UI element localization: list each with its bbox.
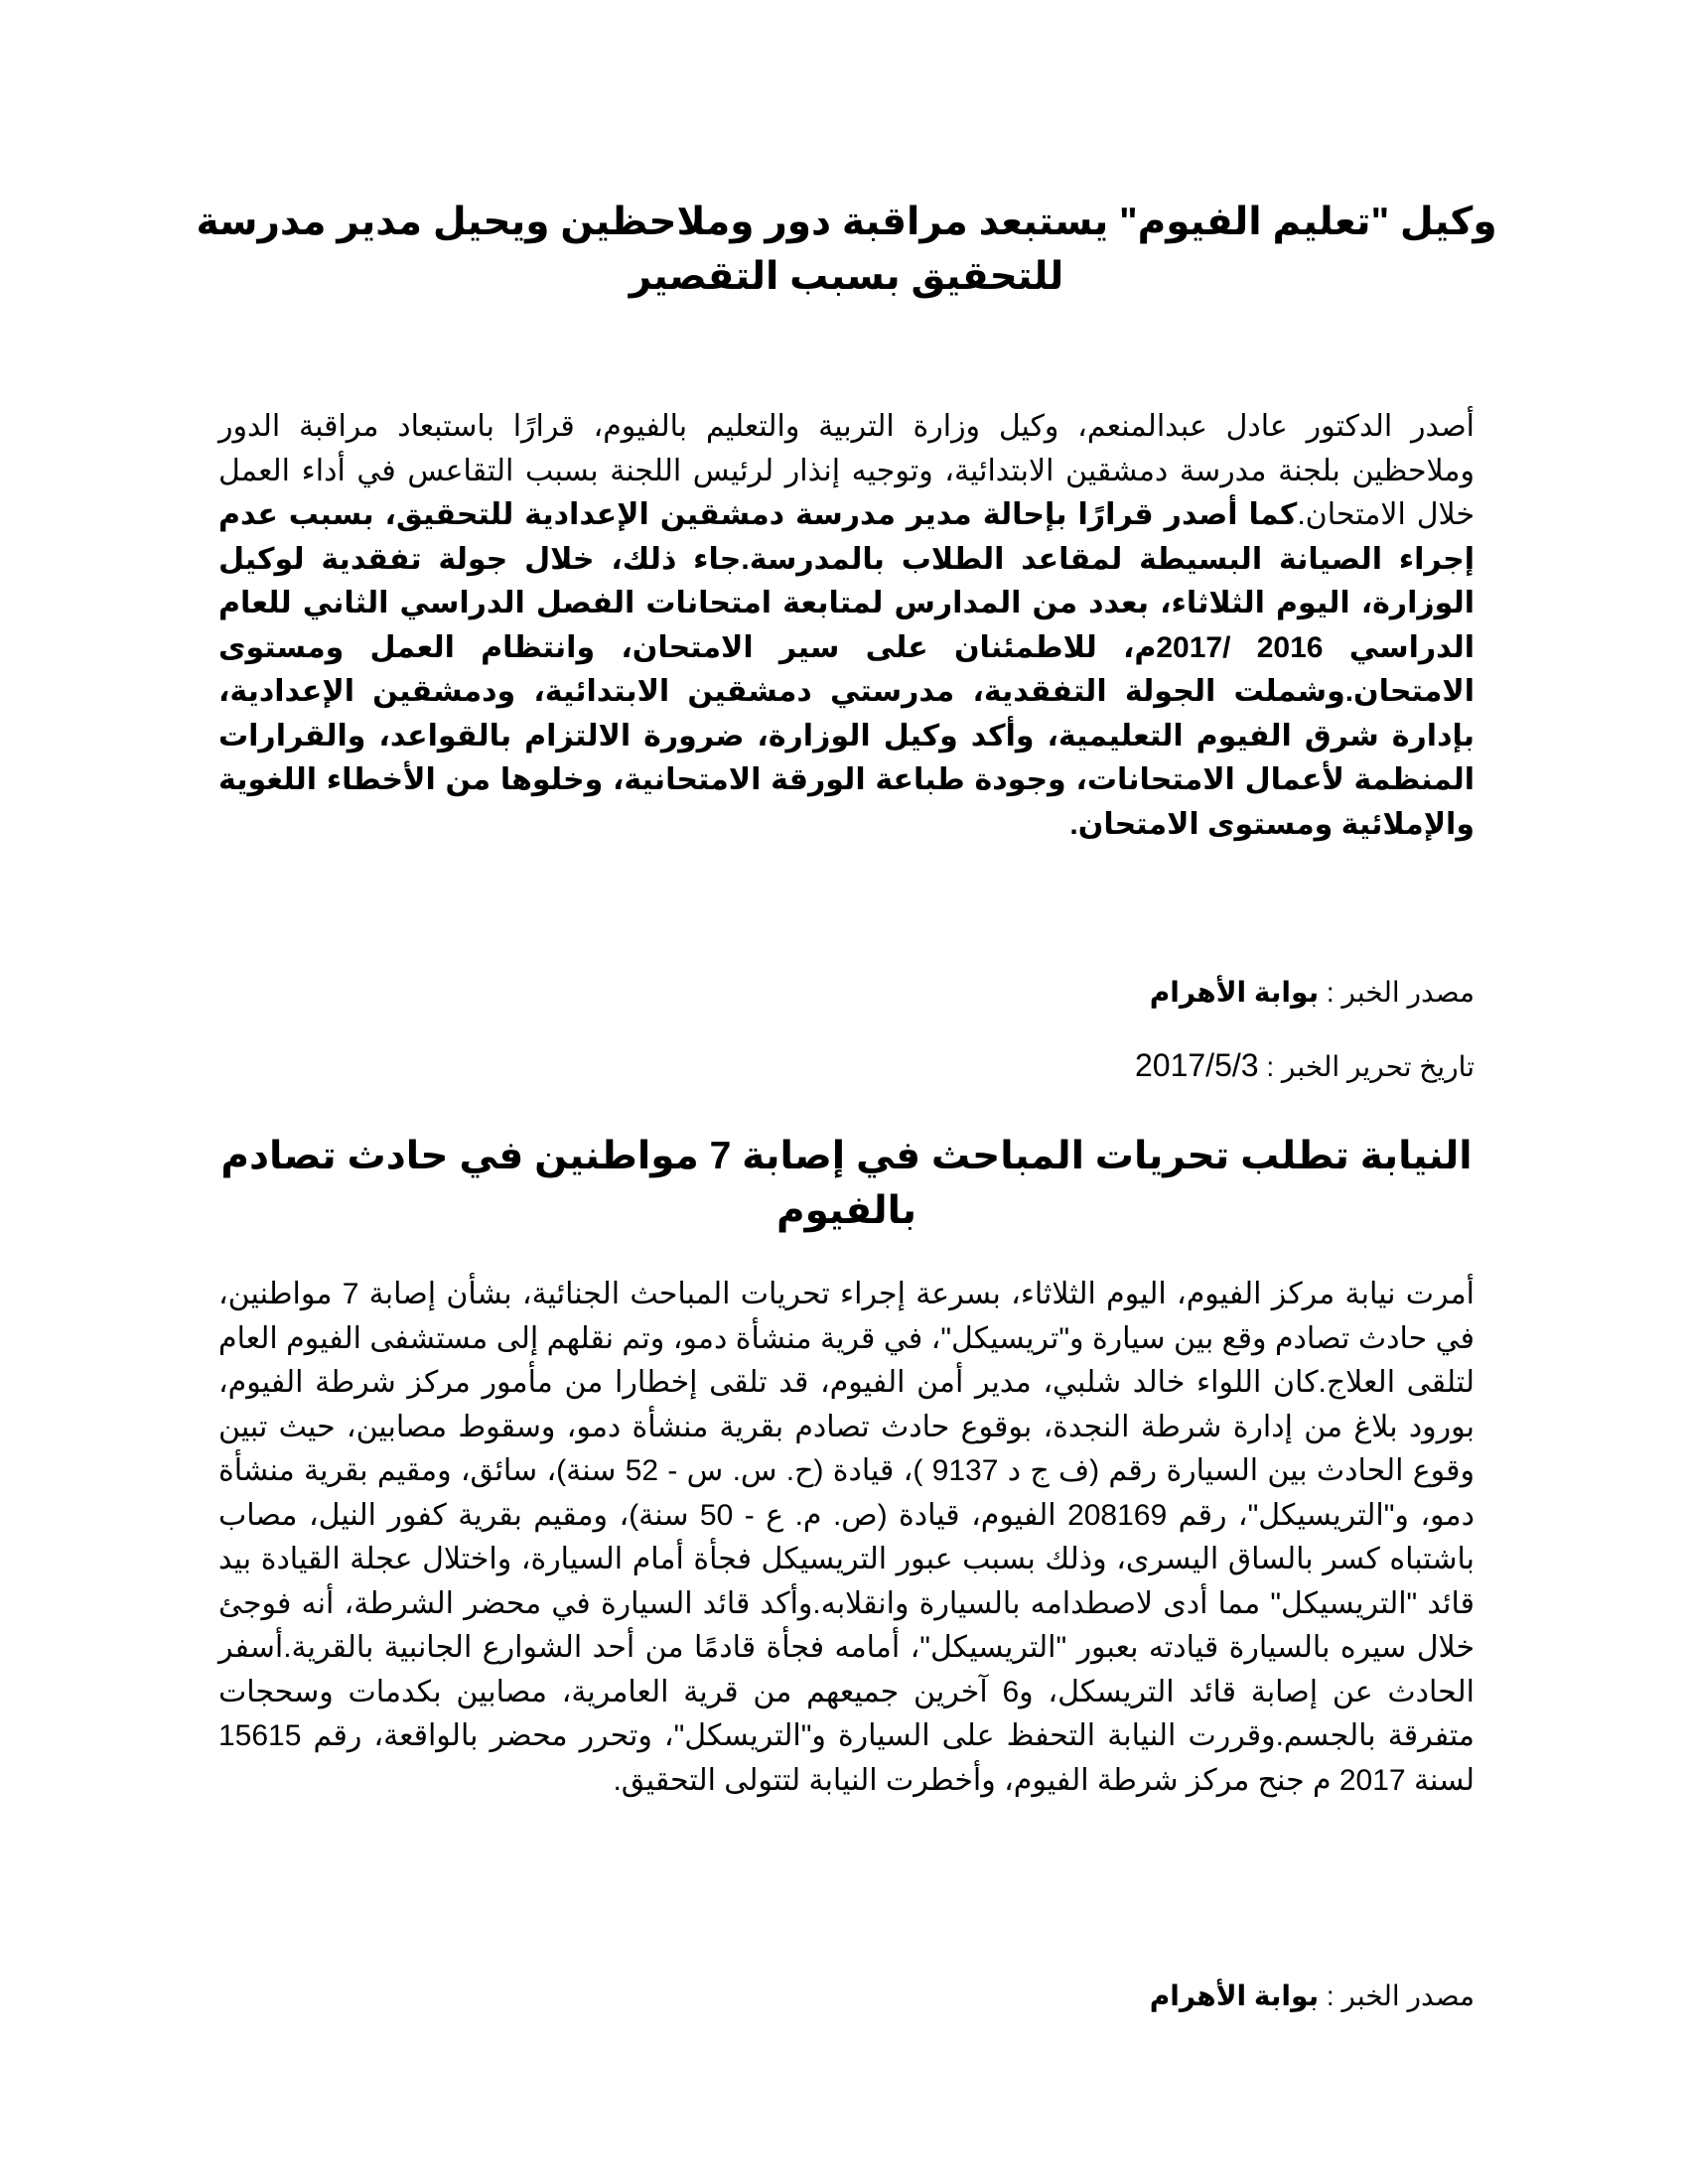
article-1-body (218, 405, 1475, 847)
source-value: بوابة الأهرام (1149, 1980, 1320, 2011)
article-1-body-normal: أصدر الدكتور عادل عبدالمنعم، وكيل وزارة التربية والتعليم بالفيوم، قرارًا باستبعاد مراقبة الدور وملاحظين بلجنة مدرسة دمشقين الابتدائية، وتوجيه إنذار لرئيس اللجنة بسبب التقاعس في أداء العمل خلال الامتحان. (218, 410, 1475, 531)
source-label: مصدر الخبر : (1319, 1980, 1475, 2011)
article-2-body (218, 1273, 1475, 1803)
article-1-title: وكيل "تعليم الفيوم" يستبعد مراقبة دور وملاحظين ويحيل مدير مدرسة للتحقيق بسبب التقصير (196, 201, 1497, 298)
date-value: 2017/5/3 (1134, 1047, 1259, 1083)
article-2-paragraph: أمرت نيابة مركز الفيوم، اليوم الثلاثاء، بسرعة إجراء تحريات المباحث الجنائية، بشأن إصابة 7 مواطنين، في حادث تصادم وقع بين سيارة و"تريسيكل"، في قرية منشأة دمو، وتم نقلهم إلى مستشفى الفيوم العام لتلقى العلاج.كان اللواء خالد شلبي، مدير أمن الفيوم، قد تلقى إخطارا من مأمور مركز شرطة الفيوم، بورود بلاغ من إدارة شرطة النجدة، بوقوع حادث تصادم بقرية منشأة دمو، وسقوط مصابين، حيث تبين وقوع الحادث بين السيارة رقم (ف ج د 9137 )، قيادة (ح. س. س - 52 سنة)، سائق، ومقيم بقرية منشأة دمو، و"التريسيكل"، رقم 208169 الفيوم، قيادة (ص. م. ع - 50 سنة)، ومقيم بقرية كفور النيل، مصاب باشتباه كسر بالساق اليسرى، وذلك بسبب عبور التريسيكل فجأة أمام السيارة، واختلال عجلة القيادة بيد قائد "التريسيكل" مما أدى لاصطدامه بالسيارة وانقلابه.وأكد قائد السيارة في محضر الشرطة، أنه فوجئ خلال سيره بالسيارة قيادته بعبور "التريسيكل"، أمامه فجأة قادمًا من أحد الشوارع الجانبية بالقرية.أسفر الحادث عن إصابة قائد التريسكل، و6 آخرين جميعهم من قرية العامرية، مصابين بكدمات وسحجات متفرقة بالجسم.وقررت النيابة التحفظ على السيارة و"التريسكل"، وتحرر محضر بالواقعة، رقم 15615 لسنة 2017 م جنح مركز شرطة الفيوم، وأخطرت النيابة لتتولى التحقيق. (218, 1278, 1475, 1797)
article-2-title: النيابة تطلب تحريات المباحث في إصابة 7 مواطنين في حادث تصادم بالفيوم (220, 1135, 1473, 1232)
article-1-paragraph (218, 405, 1475, 847)
article-2-source (218, 1979, 1475, 2012)
source-label: مصدر الخبر : (1319, 977, 1475, 1008)
date-label: تاريخ تحرير الخبر : (1258, 1051, 1475, 1082)
article-1-source (218, 976, 1475, 1009)
article-1-source-line (218, 976, 1475, 1009)
article-1-date (218, 1047, 1475, 1084)
article-2-source-line (218, 1979, 1475, 2012)
article-1-date-line (218, 1047, 1475, 1084)
source-value: بوابة الأهرام (1149, 977, 1320, 1008)
article-1-body-bold: كما أصدر قرارًا بإحالة مدير مدرسة دمشقين الإعدادية للتحقيق، بسبب عدم إجراء الصيانة البسيطة لمقاعد الطلاب بالمدرسة.جاء ذلك، خلال جولة تفقدية لوكيل الوزارة، اليوم الثلاثاء، بعدد من المدارس لمتابعة امتحانات الفصل الدراسي الثاني للعام الدراسي 2016 /2017م، للاطمئنان على سير الامتحان، وانتظام العمل ومستوى الامتحان.وشملت الجولة التفقدية، مدرستي دمشقين الابتدائية، ودمشقين الإعدادية، بإدارة شرق الفيوم التعليمية، وأكد وكيل الوزارة، ضرورة الالتزام بالقواعد، والقرارات المنظمة لأعمال الامتحانات، وجودة طباعة الورقة الامتحانية، وخلوها من الأخطاء اللغوية والإملائية ومستوى الامتحان. (218, 498, 1476, 841)
